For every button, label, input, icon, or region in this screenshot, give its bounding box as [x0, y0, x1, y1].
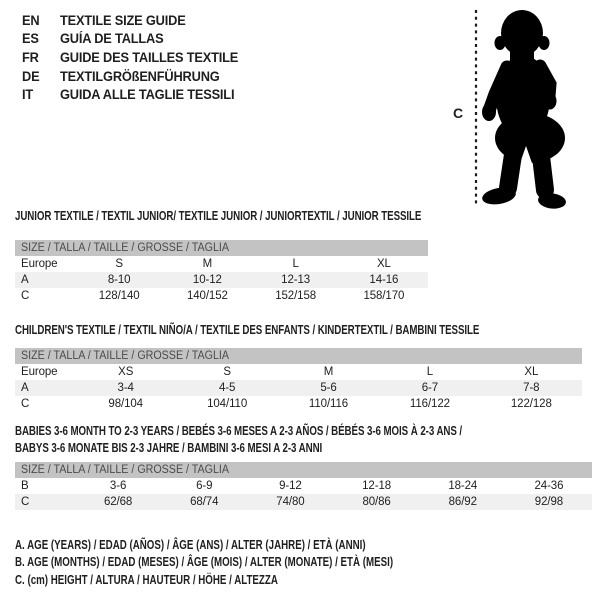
table-cell: 24-36: [534, 480, 564, 492]
table-cell: 3-6: [109, 480, 127, 492]
table-cell: L: [426, 366, 434, 378]
table-size-header-text: SIZE / TALLA / TAILLE / GRÖSSE / TAGLIA: [21, 242, 230, 254]
section-title-babies: BABIES 3-6 MONTH TO 2-3 YEARS / BEBÉS 3-6 MESES A 2-3 AÑOS / BÉBÉS 3-6 MOIS À 2-3 ANS / BABYS 3-6 MONATE BIS 2-3 JAHRE / BAMBINI 3-6 MESI A 2-3 ANNI: [15, 424, 463, 455]
table-cell: 14-16: [369, 274, 399, 286]
section-title-children: CHILDREN'S TEXTILE / TEXTIL NIÑO/A / TEXTILE DES ENFANTS / KINDERTEXTIL / BAMBINI TESSILE: [15, 323, 480, 337]
table-cell: 5-6: [320, 382, 337, 394]
language-title: GUIDA ALLE TAGLIE TESSILI: [60, 87, 235, 103]
table-cell: S: [115, 258, 123, 270]
table-cell: 9-12: [279, 480, 302, 492]
table-cell: M: [323, 366, 334, 378]
legend-footnotes: [15, 537, 500, 589]
table-cell: 104/110: [207, 398, 248, 410]
table-cell: L: [292, 258, 299, 270]
language-code: FR: [22, 49, 39, 65]
junior-size-table: [15, 240, 428, 304]
table-row: [15, 396, 582, 412]
language-code: EN: [22, 12, 40, 28]
table-cell: 18-24: [448, 480, 478, 492]
table-cell: 6-9: [196, 480, 213, 492]
footnote-age-months: B. AGE (MONTHS) / EDAD (MESES) / ÂGE (MOIS) / ALTER (MONATE) / ETÀ (MESI): [15, 555, 394, 570]
baby-silhouette-icon: [440, 0, 600, 215]
table-row-label: C: [21, 290, 30, 302]
language-title: TEXTILGRÖßENFÜHRUNG: [60, 68, 220, 84]
table-cell: 152/158: [275, 290, 317, 302]
table-size-header: [15, 240, 428, 256]
language-row: [22, 30, 238, 49]
table-cell: 80/86: [362, 496, 391, 508]
table-cell: 8-10: [107, 274, 131, 286]
table-row: [15, 256, 428, 272]
table-cell: 68/74: [190, 496, 219, 508]
language-code: ES: [22, 31, 39, 47]
table-size-header-text: SIZE / TALLA / TAILLE / GRÖSSE / TAGLIA: [21, 464, 230, 476]
footnote-age-years: A. AGE (YEARS) / EDAD (AÑOS) / ÂGE (ANS) / ALTER (JAHRE) / ETÀ (ANNI): [15, 538, 366, 552]
table-row-label: B: [21, 480, 29, 492]
table-cell: 110/116: [308, 398, 349, 410]
language-row: [22, 48, 238, 67]
table-cell: S: [223, 366, 231, 378]
table-row: [15, 364, 582, 380]
table-row-label: C: [21, 496, 30, 508]
table-cell: M: [202, 258, 213, 270]
table-size-header: [15, 348, 582, 364]
table-row: [15, 478, 592, 494]
language-code: IT: [22, 87, 34, 103]
babies-size-table: [15, 462, 592, 510]
language-title: GUIDE DES TAILLES TEXTILE: [60, 49, 239, 65]
table-row-label: Europe: [21, 258, 58, 270]
table-size-header-text: SIZE / TALLA / TAILLE / GRÖSSE / TAGLIA: [21, 350, 230, 362]
table-cell: XS: [118, 366, 134, 378]
table-row-label: Europe: [21, 366, 58, 378]
section-title-junior: JUNIOR TEXTILE / TEXTIL JUNIOR/ TEXTILE JUNIOR / JUNIORTEXTIL / JUNIOR TESSILE: [15, 209, 422, 223]
language-row: [22, 85, 238, 104]
table-cell: 158/170: [363, 290, 405, 302]
table-cell: 116/122: [409, 398, 450, 410]
table-cell: 98/104: [108, 398, 143, 410]
table-cell: 128/140: [98, 290, 140, 302]
language-guide: [22, 11, 250, 104]
language-row: [22, 67, 238, 86]
footnote-height: C. (cm) HEIGHT / ALTURA / HAUTEUR / HÖHE / ALTEZZA: [15, 572, 278, 587]
table-row: [15, 272, 428, 288]
table-cell: 12-18: [362, 480, 392, 492]
table-cell: XL: [376, 258, 391, 270]
table-cell: 7-8: [523, 382, 540, 394]
table-row: [15, 380, 582, 396]
table-cell: XL: [524, 366, 539, 378]
children-size-table: [15, 348, 582, 412]
table-row-label: A: [21, 274, 29, 286]
table-cell: 122/128: [510, 398, 552, 410]
table-cell: 140/152: [186, 290, 228, 302]
table-row-label: C: [21, 398, 30, 410]
table-cell: 12-13: [281, 274, 311, 286]
table-row-label: A: [21, 382, 29, 394]
language-title: GUÍA DE TALLAS: [60, 31, 164, 47]
table-cell: 3-4: [117, 382, 134, 394]
table-row: [15, 288, 428, 304]
language-code: DE: [22, 68, 40, 84]
table-cell: 6-7: [421, 382, 439, 394]
table-cell: 92/98: [534, 496, 564, 508]
height-figure: [440, 0, 600, 215]
height-measure-label: C: [453, 105, 464, 121]
table-cell: 62/68: [103, 496, 133, 508]
table-cell: 4-5: [218, 382, 236, 394]
table-size-header: [15, 462, 592, 478]
language-title: TEXTILE SIZE GUIDE: [60, 12, 186, 28]
table-cell: 86/92: [448, 496, 477, 508]
table-cell: 74/80: [276, 496, 305, 508]
table-cell: 10-12: [192, 274, 222, 286]
language-row: [22, 11, 238, 30]
table-row: [15, 494, 592, 510]
